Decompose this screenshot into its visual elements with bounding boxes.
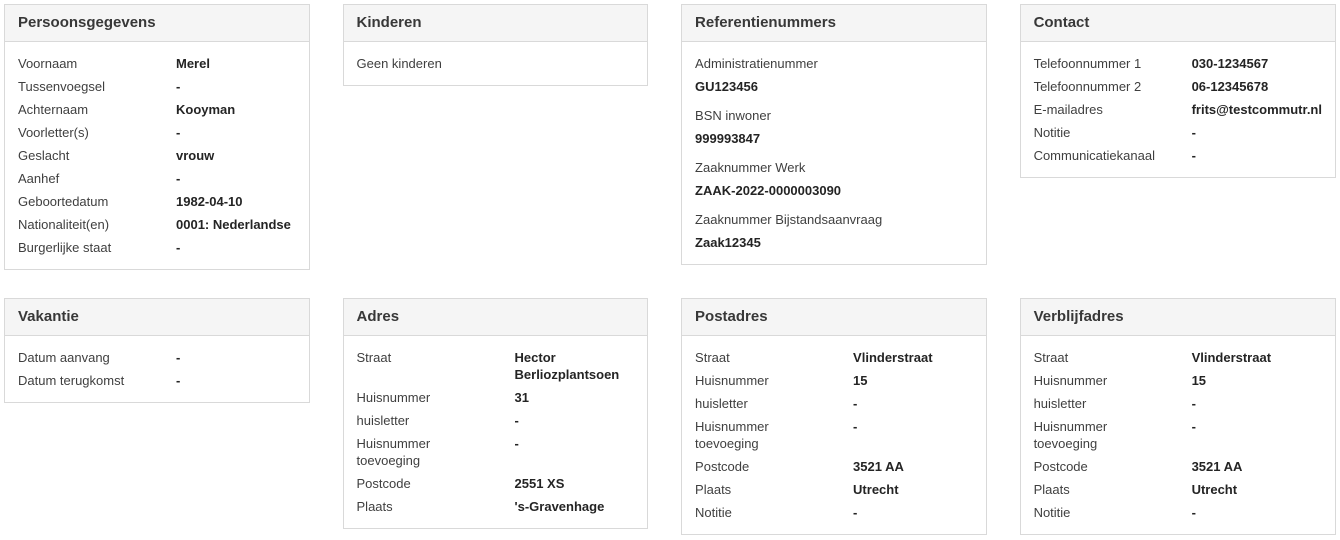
field-label: Aanhef bbox=[18, 171, 60, 186]
field-label: Geslacht bbox=[18, 148, 70, 163]
field-row-aanhef bbox=[18, 170, 296, 187]
field-label: Postcode bbox=[695, 459, 750, 474]
field-label: Huisnummer bbox=[695, 373, 769, 388]
contact-card-header bbox=[1021, 5, 1335, 42]
field-value: - bbox=[853, 419, 858, 434]
field-label: Geboortedatum bbox=[18, 194, 109, 209]
field-value: - bbox=[1191, 505, 1196, 520]
field-row-postcode bbox=[695, 458, 973, 475]
card-title: Vakantie bbox=[18, 308, 79, 325]
verblijfadres-card bbox=[1020, 298, 1336, 535]
field-value: 1982-04-10 bbox=[176, 194, 243, 209]
field-label: E-mailadres bbox=[1033, 102, 1103, 117]
card-title: Contact bbox=[1033, 14, 1090, 31]
field-label: Telefoonnummer 2 bbox=[1033, 79, 1142, 94]
card-title: Verblijfadres bbox=[1033, 308, 1124, 325]
field-row-emailadres bbox=[1034, 101, 1322, 118]
field-label: BSN inwoner bbox=[695, 108, 771, 123]
field-label: Nationaliteit(en) bbox=[18, 217, 110, 232]
adres-card bbox=[343, 298, 649, 529]
card-title: Adres bbox=[356, 308, 400, 325]
field-label: Huisnummer toevoeging bbox=[1033, 419, 1108, 451]
field-value: vrouw bbox=[176, 148, 215, 163]
field-row-huisnummer-toevoeging bbox=[695, 418, 973, 452]
field-label: Plaats bbox=[1033, 482, 1070, 497]
field-block-bsn-inwoner bbox=[695, 107, 973, 147]
field-label: Zaaknummer Werk bbox=[695, 160, 806, 175]
field-value: 31 bbox=[514, 390, 529, 405]
field-label: Straat bbox=[1033, 350, 1069, 365]
field-value: 0001: Nederlandse bbox=[176, 217, 291, 232]
field-row-notitie bbox=[1034, 504, 1322, 521]
adres-card-body bbox=[344, 336, 648, 528]
field-label: Zaaknummer Bijstandsaanvraag bbox=[695, 212, 883, 227]
field-value: - bbox=[514, 413, 519, 428]
field-row-datum-terugkomst bbox=[18, 372, 296, 389]
field-value: - bbox=[853, 505, 858, 520]
field-value: Vlinderstraat bbox=[1191, 350, 1272, 365]
verblijfadres-card-body bbox=[1021, 336, 1335, 534]
field-value: ZAAK-2022-0000003090 bbox=[695, 183, 842, 198]
field-block-zaaknummer-werk bbox=[695, 159, 973, 199]
postadres-card bbox=[681, 298, 987, 535]
field-row-huisnummer bbox=[695, 372, 973, 389]
field-row-communicatiekanaal bbox=[1034, 147, 1322, 164]
kinderen-card-body bbox=[344, 42, 648, 85]
field-label: Huisnummer bbox=[1033, 373, 1108, 388]
kinderen-card-header bbox=[344, 5, 648, 42]
field-label: Notitie bbox=[695, 505, 732, 520]
field-value: 030-1234567 bbox=[1191, 56, 1269, 71]
contact-card-body bbox=[1021, 42, 1335, 177]
referentienummers-card-body bbox=[682, 42, 986, 264]
field-label: Plaats bbox=[695, 482, 732, 497]
verblijfadres-card-header bbox=[1021, 299, 1335, 336]
field-value: - bbox=[176, 125, 181, 140]
field-row-telefoonnummer-1 bbox=[1034, 55, 1322, 72]
field-label: Plaats bbox=[356, 499, 393, 514]
field-value: - bbox=[853, 396, 858, 411]
field-row-huisnummer-toevoeging bbox=[357, 435, 635, 469]
field-row-burgerlijke-staat bbox=[18, 239, 296, 256]
kinderen-card bbox=[343, 4, 649, 86]
field-label: Achternaam bbox=[18, 102, 89, 117]
field-value: - bbox=[1191, 419, 1196, 434]
field-value: - bbox=[176, 240, 181, 255]
referentienummers-card bbox=[681, 4, 987, 265]
field-value: GU123456 bbox=[695, 79, 758, 94]
field-value: Merel bbox=[176, 56, 210, 71]
postadres-card-header bbox=[682, 299, 986, 336]
field-row-notitie bbox=[695, 504, 973, 521]
field-value: Utrecht bbox=[1191, 482, 1238, 497]
field-row-plaats bbox=[1034, 481, 1322, 498]
field-label: huisletter bbox=[695, 396, 748, 411]
field-row-geslacht bbox=[18, 147, 296, 164]
field-value: 15 bbox=[853, 373, 868, 388]
field-label: huisletter bbox=[356, 413, 410, 428]
field-label: Straat bbox=[356, 350, 392, 365]
field-label: Voorletter(s) bbox=[18, 125, 89, 140]
field-value: - bbox=[176, 171, 181, 186]
field-value: - bbox=[514, 436, 519, 451]
kinderen-empty-text: Geen kinderen bbox=[356, 56, 442, 71]
referentienummers-card-header bbox=[682, 5, 986, 42]
field-label: Burgerlijke staat bbox=[18, 240, 112, 255]
field-label: Tussenvoegsel bbox=[18, 79, 105, 94]
field-value: - bbox=[1191, 148, 1196, 163]
field-row-telefoonnummer-2 bbox=[1034, 78, 1322, 95]
field-label: Administratienummer bbox=[695, 56, 818, 71]
field-row-achternaam bbox=[18, 101, 296, 118]
vakantie-card-header bbox=[5, 299, 309, 336]
field-value: 2551 XS bbox=[514, 476, 565, 491]
field-label: Notitie bbox=[1033, 505, 1071, 520]
field-row-straat bbox=[695, 349, 973, 366]
persoonsgegevens-card bbox=[4, 4, 310, 270]
field-label: Voornaam bbox=[18, 56, 78, 71]
field-value: - bbox=[1191, 125, 1196, 140]
persoonsgegevens-card-header bbox=[5, 5, 309, 42]
card-title: Referentienummers bbox=[695, 14, 836, 31]
field-value: Vlinderstraat bbox=[853, 350, 933, 365]
contact-card bbox=[1020, 4, 1336, 178]
field-label: Notitie bbox=[1033, 125, 1071, 140]
field-value: 999993847 bbox=[695, 131, 761, 146]
field-value: Zaak12345 bbox=[695, 235, 761, 250]
field-block-zaaknummer-bijstandsaanvraag bbox=[695, 211, 973, 251]
field-label: huisletter bbox=[1033, 396, 1087, 411]
field-row-tussenvoegsel bbox=[18, 78, 296, 95]
card-title: Persoonsgegevens bbox=[18, 14, 156, 31]
field-label: Huisnummer toevoeging bbox=[356, 436, 431, 468]
field-block-administratienummer bbox=[695, 55, 973, 95]
adres-card-header bbox=[344, 299, 648, 336]
field-row-huisletter bbox=[357, 412, 635, 429]
field-value: Hector Berliozplantsoen bbox=[514, 350, 620, 382]
field-row-straat bbox=[357, 349, 635, 383]
field-value: Utrecht bbox=[853, 482, 899, 497]
field-value: frits@testcommutr.nl bbox=[1191, 102, 1322, 117]
field-label: Huisnummer bbox=[356, 390, 431, 405]
field-label: Huisnummer toevoeging bbox=[695, 419, 769, 451]
field-label: Communicatiekanaal bbox=[1033, 148, 1155, 163]
card-title: Postadres bbox=[695, 308, 768, 325]
field-row-notitie bbox=[1034, 124, 1322, 141]
field-row-huisletter bbox=[1034, 395, 1322, 412]
field-row-geboortedatum bbox=[18, 193, 296, 210]
field-value: - bbox=[176, 79, 181, 94]
field-value: - bbox=[176, 350, 181, 365]
field-row-voornaam bbox=[18, 55, 296, 72]
field-label: Telefoonnummer 1 bbox=[1033, 56, 1142, 71]
field-value: 's-Gravenhage bbox=[514, 499, 605, 514]
field-value: 15 bbox=[1191, 373, 1207, 388]
field-row-plaats bbox=[357, 498, 635, 515]
field-label: Postcode bbox=[1033, 459, 1088, 474]
field-value: - bbox=[176, 373, 181, 388]
field-row-postcode bbox=[1034, 458, 1322, 475]
field-row-huisnummer bbox=[357, 389, 635, 406]
vakantie-card bbox=[4, 298, 310, 403]
field-row-huisnummer-toevoeging bbox=[1034, 418, 1322, 452]
field-row-plaats bbox=[695, 481, 973, 498]
field-row-postcode bbox=[357, 475, 635, 492]
field-value: 3521 AA bbox=[853, 459, 904, 474]
field-row-straat bbox=[1034, 349, 1322, 366]
card-title: Kinderen bbox=[356, 14, 422, 31]
field-row-datum-aanvang bbox=[18, 349, 296, 366]
field-label: Straat bbox=[695, 350, 730, 365]
postadres-card-body bbox=[682, 336, 986, 534]
field-row-huisletter bbox=[695, 395, 973, 412]
vakantie-card-body bbox=[5, 336, 309, 402]
field-value: 06-12345678 bbox=[1191, 79, 1269, 94]
field-row-nationaliteit bbox=[18, 216, 296, 233]
field-label: Datum aanvang bbox=[18, 350, 110, 365]
field-label: Postcode bbox=[356, 476, 411, 491]
field-value: - bbox=[1191, 396, 1196, 411]
field-label: Datum terugkomst bbox=[18, 373, 125, 388]
field-value: 3521 AA bbox=[1191, 459, 1243, 474]
field-value: Kooyman bbox=[176, 102, 236, 117]
persoonsgegevens-card-body bbox=[5, 42, 309, 269]
field-row-voorletters bbox=[18, 124, 296, 141]
field-row-huisnummer bbox=[1034, 372, 1322, 389]
